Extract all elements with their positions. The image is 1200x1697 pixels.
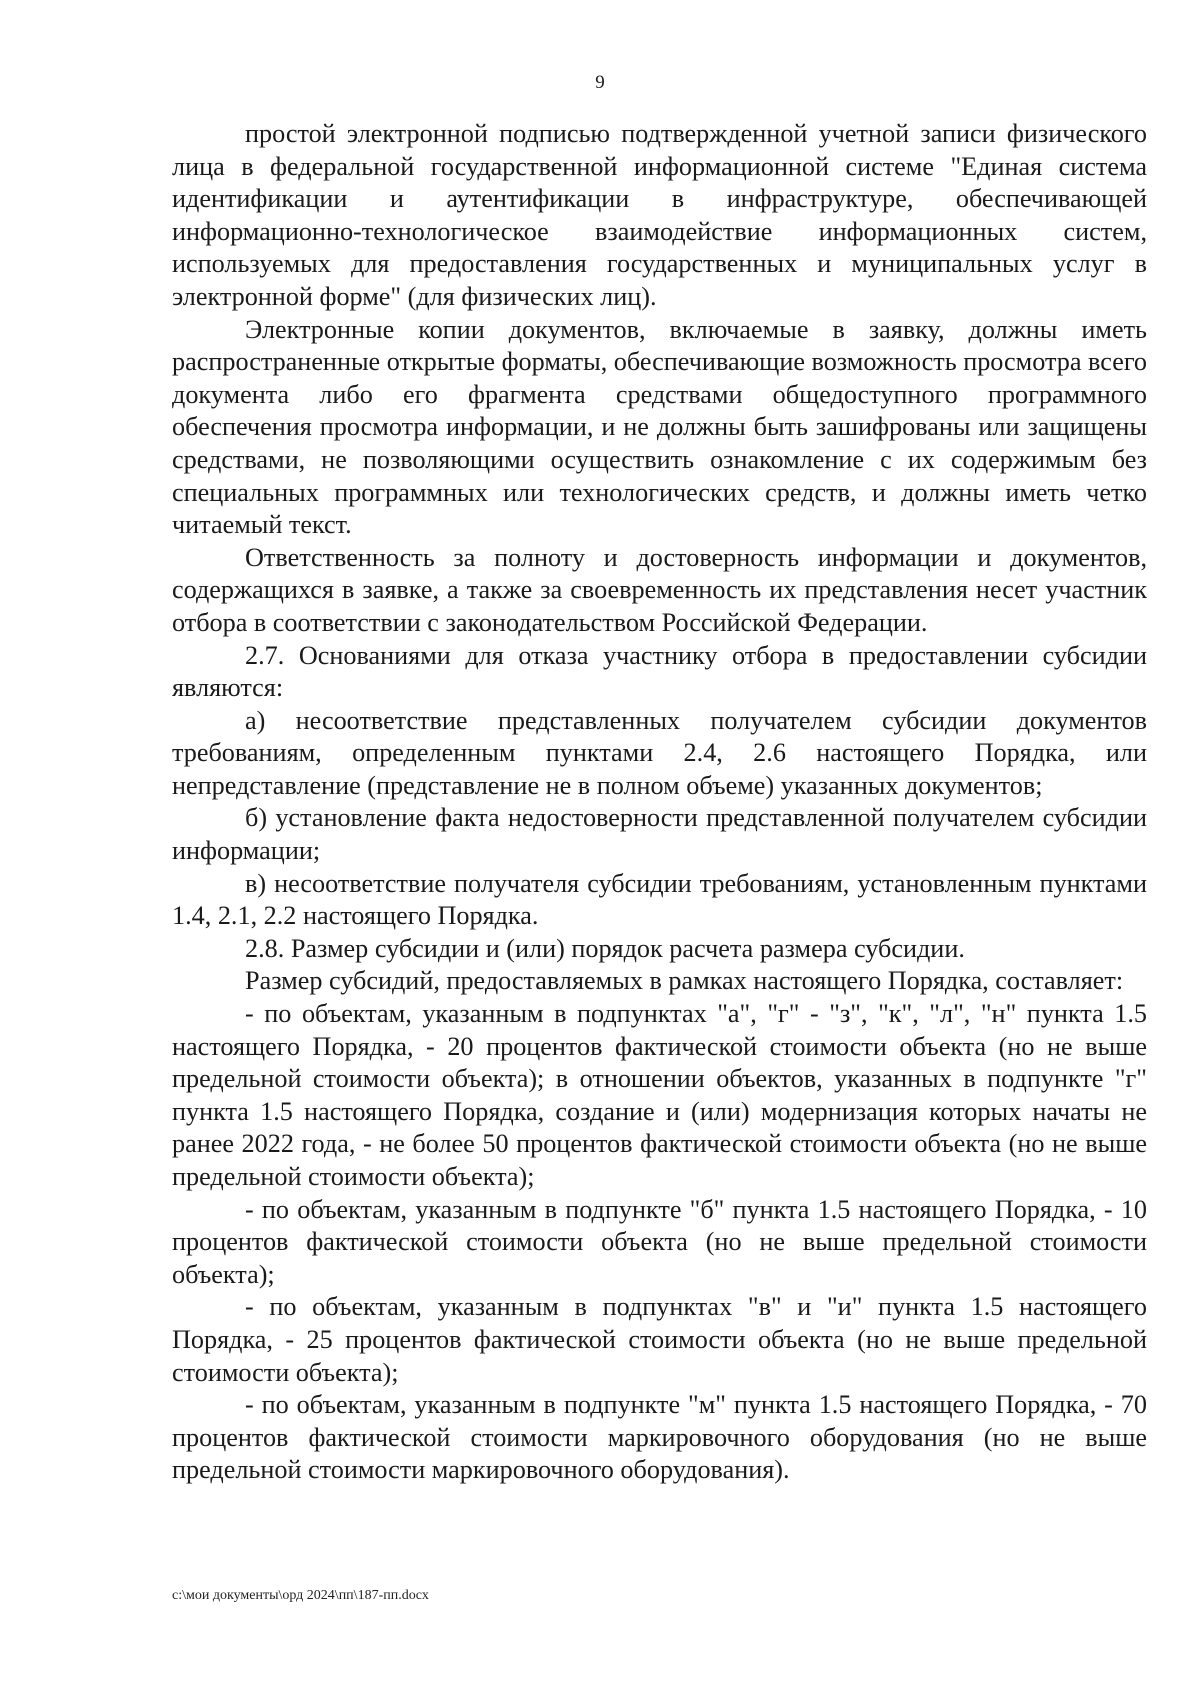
page-number: 9 bbox=[595, 72, 605, 93]
document-body bbox=[172, 118, 1147, 1487]
paragraph-2-8: 2.8. Размер субсидии и (или) порядок расчета размера субсидии. bbox=[245, 933, 965, 963]
list-item-objects-m: - по объектам, указанным в подпункте "м" пункта 1.5 настоящего Порядка, - 70 процентов фактической стоимости маркировочного оборудования (но не выше предельной стоимости маркировочного оборудования). bbox=[172, 1390, 1147, 1485]
paragraph-2-7-a: а) несоответствие представленных получателем субсидии документов требованиям, определенным пунктами 2.4, 2.6 настоящего Порядка, или непредставление (представление не в полном объеме) указанных документов; bbox=[172, 705, 1147, 800]
paragraph-electronic-copies: Электронные копии документов, включаемые в заявку, должны иметь распространенные открытые форматы, обеспечивающие возможность просмотра всего документа либо его фрагмента средствами общедоступного программного обеспечения просмотра информации, и не должны быть зашифрованы или защищены средствами, не позволяющими осуществить ознакомление с их содержимым без специальных программных или технологических средств, и должны иметь четко читаемый текст. bbox=[172, 314, 1147, 540]
list-item-objects-a-g-z: - по объектам, указанным в подпунктах "а", "г" - "з", "к", "л", "н" пункта 1.5 настоящего Порядка, - 20 процентов фактической стоимости объекта (но не выше предельной стоимости объекта); в отношении объектов, указанных в подпункте "г" пункта 1.5 настоящего Порядка, создание и (или) модернизация которых начаты не ранее 2022 года, - не более 50 процентов фактической стоимости объекта (но не выше предельной стоимости объекта); bbox=[172, 999, 1147, 1191]
paragraph-2-7: 2.7. Основаниями для отказа участнику отбора в предоставлении субсидии являются: bbox=[172, 640, 1147, 703]
paragraph-2-7-v: в) несоответствие получателя субсидии требованиям, установленным пунктами 1.4, 2.1, 2.2 настоящего Порядка. bbox=[172, 868, 1147, 931]
list-item-objects-v-i: - по объектам, указанным в подпунктах "в" и "и" пункта 1.5 настоящего Порядка, - 25 процентов фактической стоимости объекта (но не выше предельной стоимости объекта); bbox=[172, 1292, 1147, 1387]
list-item-objects-b: - по объектам, указанным в подпункте "б" пункта 1.5 настоящего Порядка, - 10 процентов фактической стоимости объекта (но не выше предельной стоимости объекта); bbox=[172, 1194, 1147, 1289]
paragraph-2-7-b: б) установление факта недостоверности представленной получателем субсидии информации; bbox=[172, 803, 1147, 866]
paragraph-responsibility: Ответственность за полноту и достоверность информации и документов, содержащихся в заявке, а также за своевременность их представления несет участник отбора в соответствии с законодательством Российской Федерации. bbox=[172, 542, 1147, 637]
paragraph-subsidy-size: Размер субсидий, предоставляемых в рамках настоящего Порядка, составляет: bbox=[245, 966, 1124, 996]
paragraph-signature-continuation: простой электронной подписью подтвержденной учетной записи физического лица в федеральной государственной информационной системе "Единая система идентификации и аутентификации в инфраструктуре, обеспечивающей информационно-технологическое взаимодействие информационных систем, используемых для предоставления государственных и муниципальных услуг в электронной форме" (для физических лиц). bbox=[172, 119, 1147, 311]
footer-file-path: c:\мои документы\орд 2024\пп\187-пп.docx bbox=[172, 1588, 429, 1603]
